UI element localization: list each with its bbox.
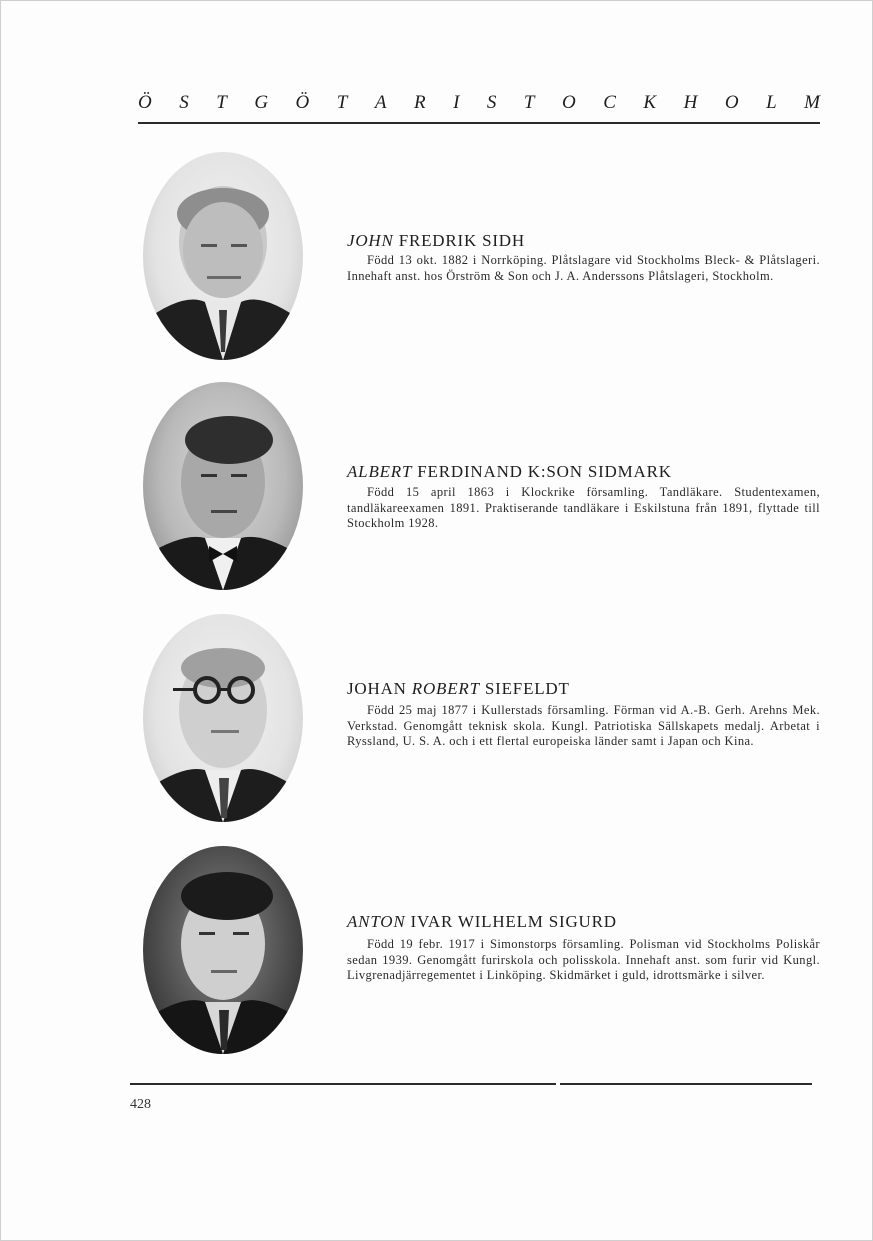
first-name: JOHAN <box>347 679 412 698</box>
person-name <box>347 231 525 251</box>
portrait-photo <box>143 846 303 1054</box>
page-number: 428 <box>130 1097 151 1112</box>
running-head-letter: L <box>766 92 777 113</box>
running-head-letter: Ö <box>138 92 152 113</box>
person-name <box>347 912 617 932</box>
running-head-letter: S <box>179 92 189 113</box>
given-name: ROBERT <box>411 679 480 698</box>
running-head-letter: I <box>453 92 460 113</box>
running-head-letter: T <box>336 92 348 113</box>
biography: Född 13 okt. 1882 i Norrköping. Plåtslagare vid Stockholms Bleck- & Plåtslageri. Innehaft anst. hos Örström & Son och J. A. Anderssons Plåtslageri, Stockholm. <box>347 253 820 283</box>
person-name <box>347 679 570 699</box>
biography: Född 25 maj 1877 i Kullerstads församling. Förman vid A.-B. Gerh. Arehns Mek. Verkstad. Genomgått teknisk skola. Kungl. Patriotiska Sällskapets medalj. Arbetat i Ryssland, U. S. A. och i ett flertal europeiska länder samt i Japan och Kina. <box>347 703 820 748</box>
footer-rule-right <box>560 1083 812 1085</box>
portrait-photo <box>143 152 303 360</box>
running-head-letter: S <box>486 92 497 113</box>
other-names: FREDRIK SIDH <box>393 231 525 250</box>
given-name: ANTON <box>347 912 406 931</box>
running-head <box>138 92 820 114</box>
running-head-letter: O <box>724 92 739 113</box>
running-head-letter: C <box>603 92 616 113</box>
running-head-letter: O <box>561 92 576 113</box>
running-head-letter: T <box>523 92 535 113</box>
running-head-letter: T <box>216 92 227 113</box>
running-head-letter: A <box>374 92 387 113</box>
running-head-letter: G <box>254 92 269 113</box>
person-name <box>347 462 672 482</box>
given-name: ALBERT <box>347 462 413 481</box>
portrait-photo <box>143 382 303 590</box>
biography: Född 19 febr. 1917 i Simonstorps församling. Polisman vid Stockholms Poliskår sedan 1939. Genomgått furirskola och polisskola. Innehaft anst. som furir vid Kungl. Livgrenadjärregementet i Linköping. Skidmärket i guld, idrottsmärke i silver. <box>347 937 820 982</box>
running-head-letter: M <box>804 92 820 113</box>
other-names: IVAR WILHELM SIGURD <box>405 912 617 931</box>
running-head-letter: H <box>683 92 698 113</box>
footer-rule-left <box>130 1083 556 1085</box>
running-head-letter: Ö <box>295 92 310 113</box>
other-names: SIEFELDT <box>479 679 570 698</box>
running-head-letter: K <box>643 92 657 113</box>
biography: Född 15 april 1863 i Klockrike församling. Tandläkare. Studentexamen, tandläkareexamen 1891. Praktiserande tandläkare i Eskilstuna från 1891, flyttade till Stockholm 1928. <box>347 485 820 530</box>
given-name: JOHN <box>347 231 394 250</box>
other-names: FERDINAND K:SON SIDMARK <box>412 462 672 481</box>
running-head-letter: R <box>413 92 426 113</box>
portrait-photo <box>143 614 303 822</box>
header-rule <box>138 122 820 124</box>
